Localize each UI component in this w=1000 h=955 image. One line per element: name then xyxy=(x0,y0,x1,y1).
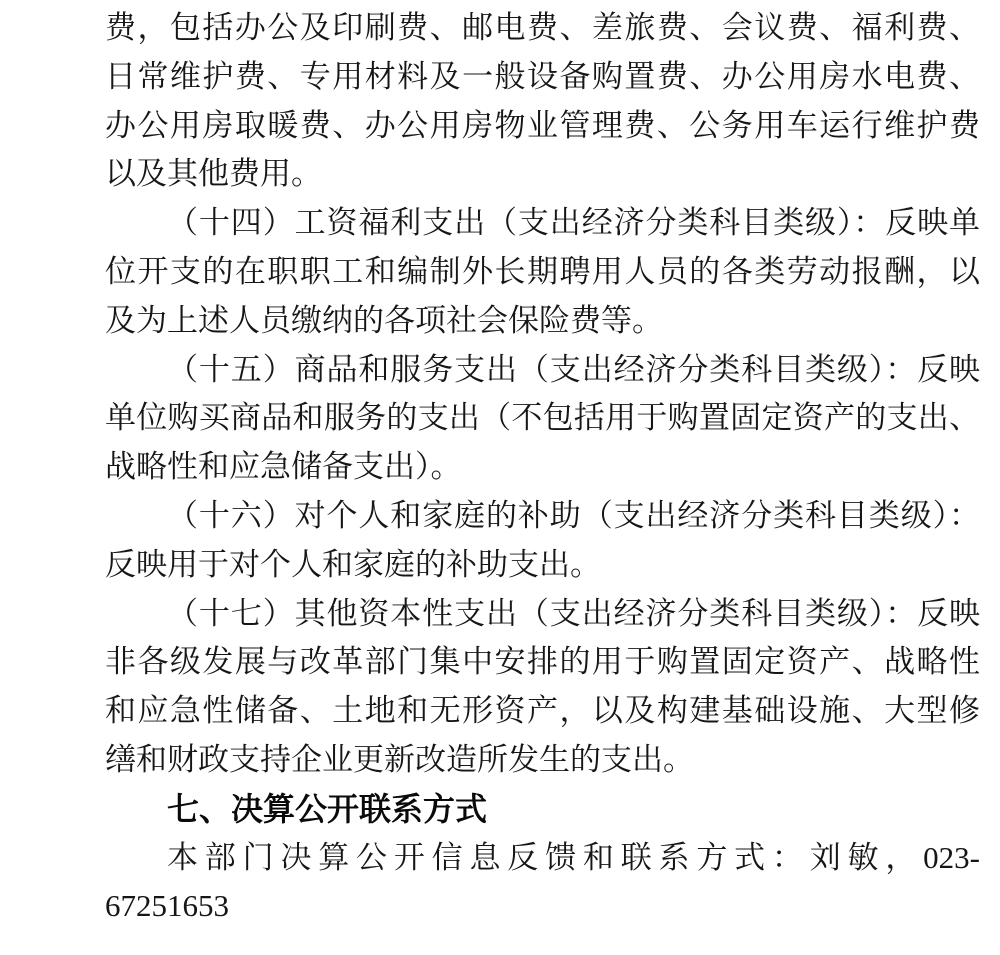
doc-line-14: 非各级发展与改革部门集中安排的用于购置固定资产、战略性 xyxy=(105,644,980,680)
doc-line-11: （十六）对个人和家庭的补助（支出经济分类科目类级）： xyxy=(167,497,980,533)
contact-line: 本部门决算公开信息反馈和联系方式：刘敏，023- xyxy=(167,839,980,875)
doc-line-06: 位开支的在职职工和编制外长期聘用人员的各类劳动报酬，以 xyxy=(105,253,980,289)
doc-line-16: 缮和财政支持企业更新改造所发生的支出。 xyxy=(105,741,694,777)
doc-line-09: 单位购买商品和服务的支出（不包括用于购置固定资产的支出、 xyxy=(105,400,980,436)
doc-line-05: （十四）工资福利支出（支出经济分类科目类级）：反映单 xyxy=(167,205,980,241)
doc-line-04: 以及其他费用。 xyxy=(105,156,322,192)
doc-line-12: 反映用于对个人和家庭的补助支出。 xyxy=(105,546,601,582)
doc-line-03: 办公用房取暖费、办公用房物业管理费、公务用车运行维护费 xyxy=(105,107,980,143)
phone-number-line: 67251653 xyxy=(105,888,229,924)
text-block xyxy=(105,4,980,931)
doc-line-13: （十七）其他资本性支出（支出经济分类科目类级）：反映 xyxy=(167,595,980,631)
doc-line-07: 及为上述人员缴纳的各项社会保险费等。 xyxy=(105,302,663,338)
doc-line-01: 费，包括办公及印刷费、邮电费、差旅费、会议费、福利费、 xyxy=(105,10,980,45)
section-heading: 七、决算公开联系方式 xyxy=(167,790,488,827)
doc-line-02: 日常维护费、专用材料及一般设备购置费、办公用房水电费、 xyxy=(105,58,980,94)
doc-line-15: 和应急性储备、土地和无形资产，以及构建基础设施、大型修 xyxy=(105,693,980,729)
doc-line-10: 战略性和应急储备支出）。 xyxy=(105,449,462,485)
doc-line-08: （十五）商品和服务支出（支出经济分类科目类级）：反映 xyxy=(167,351,980,387)
